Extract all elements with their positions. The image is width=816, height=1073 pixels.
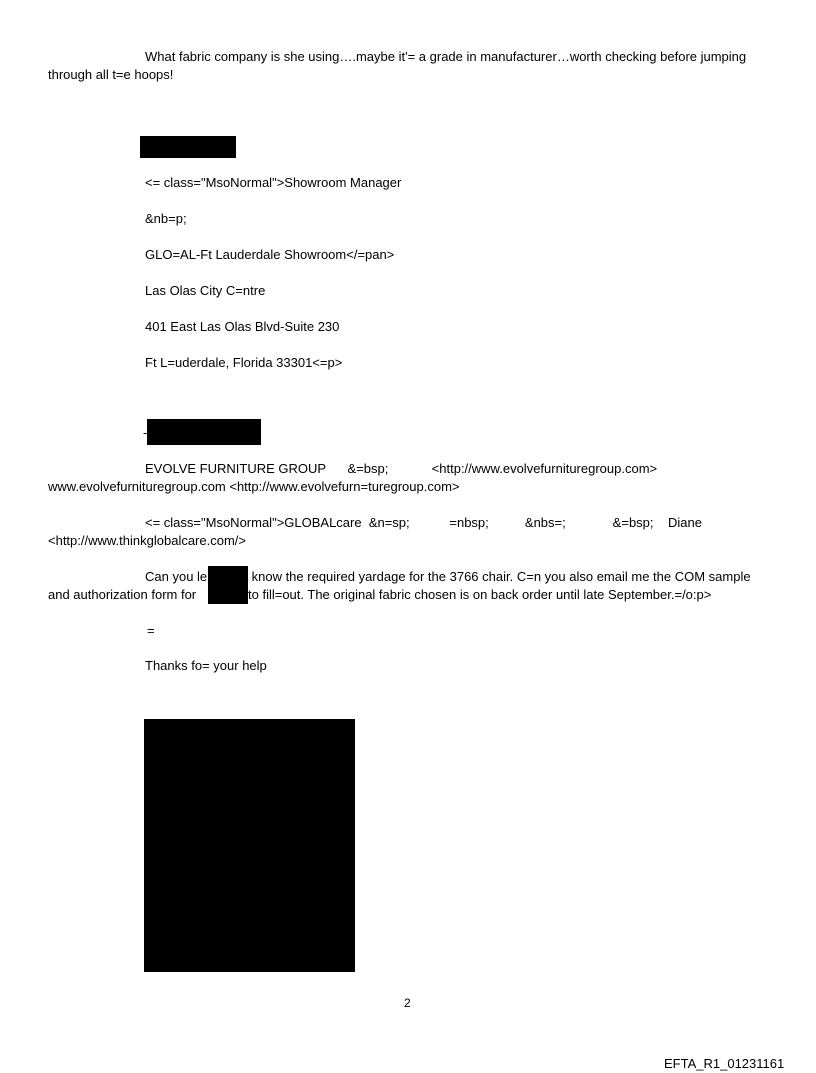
request-line: and authorization form for <box>48 587 197 602</box>
equals-line: = <box>147 623 155 638</box>
redaction-box <box>144 719 355 972</box>
page-number: 2 <box>404 996 411 1010</box>
global-line: <= class="MsoNormal">GLOBALcare &n=sp; =nbsp; &nbs=; &=bsp; Diane <box>145 515 702 530</box>
thanks-line: Thanks fo= your help <box>145 658 267 673</box>
paragraph-line: through all t=e hoops! <box>48 67 174 82</box>
request-line: Can you le <box>145 569 208 584</box>
evolve-line: www.evolvefurnituregroup.com <http://www.evolvefurn=turegroup.com> <box>48 479 460 494</box>
paragraph-line: What fabric company is she using….maybe it'= a grade in manufacturer…worth checking before jumping <box>145 49 747 64</box>
redaction-box <box>140 136 236 158</box>
redaction-box <box>208 566 248 604</box>
evolve-line: EVOLVE FURNITURE GROUP &=bsp; <http://www.evolvefurnituregroup.com> <box>145 461 658 476</box>
signature-address: 401 East Las Olas Blvd-Suite 230 <box>145 319 340 334</box>
request-line: to fill=out. The original fabric chosen is on back order until late September.=/o:p> <box>248 587 712 602</box>
signature-city: Ft L=uderdale, Florida 33301<=p> <box>145 355 343 370</box>
signature-title: <= class="MsoNormal">Showroom Manager <box>145 175 402 190</box>
signature-dash: - <box>143 425 148 440</box>
redaction-box <box>147 419 261 445</box>
signature-showroom: GLO=AL-Ft Lauderdale Showroom</=pan> <box>145 247 395 262</box>
request-line: know the required yardage for the 3766 chair. C=n you also email me the COM sample <box>248 569 751 584</box>
signature-spacer: &nb=p; <box>145 211 187 226</box>
document-id: EFTA_R1_01231161 <box>664 1056 785 1071</box>
signature-centre: Las Olas City C=ntre <box>145 283 266 298</box>
global-line: <http://www.thinkglobalcare.com/> <box>48 533 246 548</box>
